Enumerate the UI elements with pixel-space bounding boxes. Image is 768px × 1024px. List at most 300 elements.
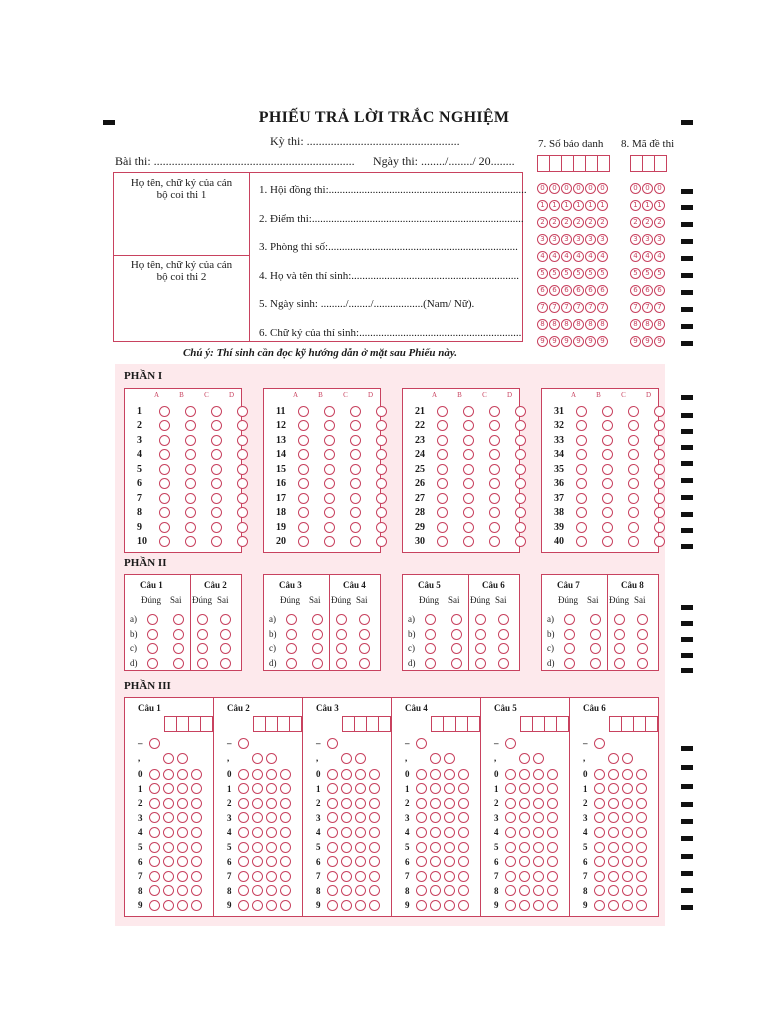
answer-bubble[interactable]: [463, 464, 474, 475]
answer-bubble[interactable]: [350, 493, 361, 504]
digit-bubble[interactable]: 3: [561, 234, 572, 245]
answer-bubble[interactable]: [444, 783, 455, 794]
answer-bubble[interactable]: [350, 435, 361, 446]
digit-bubble[interactable]: 8: [537, 319, 548, 330]
info-line[interactable]: 6. Chữ ký của thí sinh:...........................................................: [259, 326, 522, 339]
answer-bubble[interactable]: [437, 536, 448, 547]
answer-bubble[interactable]: [350, 464, 361, 475]
answer-bubble[interactable]: [324, 522, 335, 533]
answer-bubble[interactable]: [614, 614, 625, 625]
answer-bubble[interactable]: [298, 449, 309, 460]
digit-bubble[interactable]: 4: [573, 251, 584, 262]
answer-bubble[interactable]: [430, 885, 441, 896]
info-line[interactable]: 3. Phòng thi số:.....................................................................: [259, 241, 518, 253]
answer-bubble[interactable]: [628, 507, 639, 518]
answer-bubble[interactable]: [324, 464, 335, 475]
answer-bubble[interactable]: [298, 464, 309, 475]
answer-bubble[interactable]: [590, 643, 601, 654]
answer-bubble[interactable]: [614, 629, 625, 640]
answer-bubble[interactable]: [327, 827, 338, 838]
answer-bubble[interactable]: [602, 449, 613, 460]
answer-bubble[interactable]: [547, 827, 558, 838]
answer-bubble[interactable]: [515, 478, 526, 489]
answer-bubble[interactable]: [266, 871, 277, 882]
answer-bubble[interactable]: [576, 536, 587, 547]
answer-bubble[interactable]: [177, 798, 188, 809]
answer-bubble[interactable]: [458, 885, 469, 896]
answer-bubble[interactable]: [636, 842, 647, 853]
answer-bubble[interactable]: [533, 885, 544, 896]
digit-bubble[interactable]: 2: [654, 217, 665, 228]
answer-bubble[interactable]: [463, 536, 474, 547]
answer-bubble[interactable]: [324, 478, 335, 489]
answer-bubble[interactable]: [191, 856, 202, 867]
answer-bubble[interactable]: [298, 493, 309, 504]
digit-bubble[interactable]: 1: [642, 200, 653, 211]
answer-bubble[interactable]: [159, 449, 170, 460]
answer-bubble[interactable]: [489, 507, 500, 518]
info-line[interactable]: 5. Ngày sinh: ........./......../..................(Nam/ Nữ).: [259, 298, 475, 310]
answer-bubble[interactable]: [327, 798, 338, 809]
digit-bubble[interactable]: 8: [585, 319, 596, 330]
answer-bubble[interactable]: [564, 643, 575, 654]
answer-bubble[interactable]: [437, 420, 448, 431]
answer-bubble[interactable]: [547, 769, 558, 780]
answer-bubble[interactable]: [237, 522, 248, 533]
answer-bubble[interactable]: [280, 812, 291, 823]
answer-bubble[interactable]: [341, 812, 352, 823]
answer-bubble[interactable]: [594, 738, 605, 749]
answer-bubble[interactable]: [376, 507, 387, 518]
answer-bubble[interactable]: [286, 629, 297, 640]
answer-bubble[interactable]: [451, 658, 462, 669]
answer-bubble[interactable]: [437, 435, 448, 446]
answer-bubble[interactable]: [369, 842, 380, 853]
answer-bubble[interactable]: [163, 783, 174, 794]
answer-bubble[interactable]: [369, 885, 380, 896]
answer-bubble[interactable]: [355, 798, 366, 809]
answer-bubble[interactable]: [355, 871, 366, 882]
answer-bubble[interactable]: [191, 812, 202, 823]
digit-bubble[interactable]: 3: [549, 234, 560, 245]
answer-bubble[interactable]: [505, 856, 516, 867]
answer-bubble[interactable]: [602, 507, 613, 518]
answer-bubble[interactable]: [519, 900, 530, 911]
answer-bubble[interactable]: [312, 614, 323, 625]
part3-entry-boxes[interactable]: [164, 716, 212, 732]
answer-bubble[interactable]: [654, 507, 665, 518]
sbd-entry-boxes[interactable]: [537, 155, 609, 172]
answer-bubble[interactable]: [147, 658, 158, 669]
answer-bubble[interactable]: [163, 798, 174, 809]
answer-bubble[interactable]: [252, 871, 263, 882]
answer-bubble[interactable]: [173, 629, 184, 640]
answer-bubble[interactable]: [533, 827, 544, 838]
digit-bubble[interactable]: 8: [549, 319, 560, 330]
answer-bubble[interactable]: [444, 769, 455, 780]
digit-bubble[interactable]: 6: [630, 285, 641, 296]
answer-bubble[interactable]: [149, 738, 160, 749]
answer-bubble[interactable]: [576, 464, 587, 475]
answer-bubble[interactable]: [149, 769, 160, 780]
digit-bubble[interactable]: 5: [561, 268, 572, 279]
digit-bubble[interactable]: 7: [597, 302, 608, 313]
answer-bubble[interactable]: [519, 827, 530, 838]
answer-bubble[interactable]: [458, 871, 469, 882]
answer-bubble[interactable]: [376, 464, 387, 475]
answer-bubble[interactable]: [252, 856, 263, 867]
answer-bubble[interactable]: [425, 614, 436, 625]
answer-bubble[interactable]: [515, 464, 526, 475]
answer-bubble[interactable]: [594, 842, 605, 853]
answer-bubble[interactable]: [533, 783, 544, 794]
answer-bubble[interactable]: [252, 812, 263, 823]
answer-bubble[interactable]: [159, 536, 170, 547]
answer-bubble[interactable]: [463, 406, 474, 417]
digit-bubble[interactable]: 9: [654, 336, 665, 347]
digit-bubble[interactable]: 3: [573, 234, 584, 245]
digit-bubble[interactable]: 5: [642, 268, 653, 279]
answer-bubble[interactable]: [505, 812, 516, 823]
digit-bubble[interactable]: 4: [642, 251, 653, 262]
answer-bubble[interactable]: [185, 507, 196, 518]
answer-bubble[interactable]: [324, 435, 335, 446]
answer-bubble[interactable]: [622, 871, 633, 882]
answer-bubble[interactable]: [614, 658, 625, 669]
answer-bubble[interactable]: [608, 812, 619, 823]
answer-bubble[interactable]: [622, 842, 633, 853]
answer-bubble[interactable]: [355, 827, 366, 838]
answer-bubble[interactable]: [238, 856, 249, 867]
digit-bubble[interactable]: 5: [585, 268, 596, 279]
answer-bubble[interactable]: [515, 522, 526, 533]
answer-bubble[interactable]: [416, 871, 427, 882]
answer-bubble[interactable]: [191, 871, 202, 882]
digit-bubble[interactable]: 2: [561, 217, 572, 228]
digit-bubble[interactable]: 3: [585, 234, 596, 245]
digit-bubble[interactable]: 2: [573, 217, 584, 228]
answer-bubble[interactable]: [177, 842, 188, 853]
answer-bubble[interactable]: [355, 856, 366, 867]
answer-bubble[interactable]: [185, 464, 196, 475]
digit-bubble[interactable]: 4: [597, 251, 608, 262]
answer-bubble[interactable]: [266, 783, 277, 794]
answer-bubble[interactable]: [359, 643, 370, 654]
answer-bubble[interactable]: [238, 842, 249, 853]
answer-bubble[interactable]: [191, 798, 202, 809]
answer-bubble[interactable]: [654, 522, 665, 533]
answer-bubble[interactable]: [298, 420, 309, 431]
answer-bubble[interactable]: [376, 406, 387, 417]
answer-bubble[interactable]: [341, 842, 352, 853]
digit-bubble[interactable]: 6: [537, 285, 548, 296]
answer-bubble[interactable]: [590, 614, 601, 625]
answer-bubble[interactable]: [211, 406, 222, 417]
answer-bubble[interactable]: [637, 643, 648, 654]
answer-bubble[interactable]: [185, 420, 196, 431]
answer-bubble[interactable]: [252, 900, 263, 911]
answer-bubble[interactable]: [252, 885, 263, 896]
digit-bubble[interactable]: 2: [537, 217, 548, 228]
answer-bubble[interactable]: [238, 738, 249, 749]
answer-bubble[interactable]: [266, 812, 277, 823]
answer-bubble[interactable]: [191, 900, 202, 911]
answer-bubble[interactable]: [163, 871, 174, 882]
answer-bubble[interactable]: [336, 643, 347, 654]
answer-bubble[interactable]: [211, 464, 222, 475]
answer-bubble[interactable]: [298, 435, 309, 446]
answer-bubble[interactable]: [564, 629, 575, 640]
answer-bubble[interactable]: [430, 842, 441, 853]
answer-bubble[interactable]: [252, 783, 263, 794]
answer-bubble[interactable]: [177, 885, 188, 896]
answer-bubble[interactable]: [458, 842, 469, 853]
answer-bubble[interactable]: [163, 900, 174, 911]
answer-bubble[interactable]: [159, 493, 170, 504]
answer-bubble[interactable]: [547, 842, 558, 853]
answer-bubble[interactable]: [515, 536, 526, 547]
answer-bubble[interactable]: [359, 658, 370, 669]
answer-bubble[interactable]: [359, 614, 370, 625]
answer-bubble[interactable]: [608, 753, 619, 764]
answer-bubble[interactable]: [147, 643, 158, 654]
digit-bubble[interactable]: 1: [630, 200, 641, 211]
answer-bubble[interactable]: [177, 753, 188, 764]
answer-bubble[interactable]: [177, 812, 188, 823]
answer-bubble[interactable]: [594, 769, 605, 780]
answer-bubble[interactable]: [185, 406, 196, 417]
answer-bubble[interactable]: [280, 769, 291, 780]
answer-bubble[interactable]: [359, 629, 370, 640]
digit-bubble[interactable]: 4: [549, 251, 560, 262]
answer-bubble[interactable]: [312, 629, 323, 640]
answer-bubble[interactable]: [547, 783, 558, 794]
answer-bubble[interactable]: [594, 812, 605, 823]
answer-bubble[interactable]: [376, 449, 387, 460]
answer-bubble[interactable]: [266, 827, 277, 838]
answer-bubble[interactable]: [654, 406, 665, 417]
answer-bubble[interactable]: [576, 435, 587, 446]
answer-bubble[interactable]: [416, 842, 427, 853]
digit-bubble[interactable]: 7: [549, 302, 560, 313]
digit-bubble[interactable]: 7: [630, 302, 641, 313]
answer-bubble[interactable]: [177, 827, 188, 838]
answer-bubble[interactable]: [533, 798, 544, 809]
digit-bubble[interactable]: 5: [573, 268, 584, 279]
answer-bubble[interactable]: [437, 449, 448, 460]
digit-bubble[interactable]: 4: [585, 251, 596, 262]
answer-bubble[interactable]: [336, 658, 347, 669]
answer-bubble[interactable]: [515, 406, 526, 417]
answer-bubble[interactable]: [564, 614, 575, 625]
answer-bubble[interactable]: [341, 827, 352, 838]
answer-bubble[interactable]: [324, 507, 335, 518]
answer-bubble[interactable]: [425, 629, 436, 640]
answer-bubble[interactable]: [547, 900, 558, 911]
answer-bubble[interactable]: [280, 885, 291, 896]
answer-bubble[interactable]: [547, 856, 558, 867]
answer-bubble[interactable]: [237, 507, 248, 518]
answer-bubble[interactable]: [197, 658, 208, 669]
answer-bubble[interactable]: [636, 769, 647, 780]
answer-bubble[interactable]: [576, 522, 587, 533]
digit-bubble[interactable]: 2: [585, 217, 596, 228]
answer-bubble[interactable]: [211, 435, 222, 446]
answer-bubble[interactable]: [280, 783, 291, 794]
answer-bubble[interactable]: [147, 629, 158, 640]
answer-bubble[interactable]: [173, 643, 184, 654]
answer-bubble[interactable]: [324, 420, 335, 431]
answer-bubble[interactable]: [159, 464, 170, 475]
answer-bubble[interactable]: [608, 900, 619, 911]
answer-bubble[interactable]: [149, 842, 160, 853]
answer-bubble[interactable]: [416, 769, 427, 780]
answer-bubble[interactable]: [458, 827, 469, 838]
answer-bubble[interactable]: [602, 522, 613, 533]
digit-bubble[interactable]: 5: [630, 268, 641, 279]
answer-bubble[interactable]: [266, 753, 277, 764]
answer-bubble[interactable]: [515, 449, 526, 460]
answer-bubble[interactable]: [237, 464, 248, 475]
answer-bubble[interactable]: [149, 900, 160, 911]
answer-bubble[interactable]: [458, 856, 469, 867]
answer-bubble[interactable]: [312, 658, 323, 669]
answer-bubble[interactable]: [637, 629, 648, 640]
answer-bubble[interactable]: [341, 871, 352, 882]
answer-bubble[interactable]: [369, 798, 380, 809]
answer-bubble[interactable]: [376, 536, 387, 547]
answer-bubble[interactable]: [159, 406, 170, 417]
answer-bubble[interactable]: [173, 658, 184, 669]
digit-bubble[interactable]: 6: [549, 285, 560, 296]
answer-bubble[interactable]: [324, 406, 335, 417]
digit-bubble[interactable]: 9: [597, 336, 608, 347]
answer-bubble[interactable]: [519, 885, 530, 896]
answer-bubble[interactable]: [519, 769, 530, 780]
answer-bubble[interactable]: [159, 522, 170, 533]
digit-bubble[interactable]: 8: [654, 319, 665, 330]
answer-bubble[interactable]: [237, 536, 248, 547]
answer-bubble[interactable]: [622, 827, 633, 838]
part3-entry-boxes[interactable]: [609, 716, 657, 732]
answer-bubble[interactable]: [266, 769, 277, 780]
answer-bubble[interactable]: [163, 769, 174, 780]
answer-bubble[interactable]: [498, 658, 509, 669]
answer-bubble[interactable]: [430, 812, 441, 823]
answer-bubble[interactable]: [458, 900, 469, 911]
digit-bubble[interactable]: 1: [573, 200, 584, 211]
answer-bubble[interactable]: [430, 856, 441, 867]
answer-bubble[interactable]: [341, 783, 352, 794]
answer-bubble[interactable]: [280, 900, 291, 911]
answer-bubble[interactable]: [327, 769, 338, 780]
answer-bubble[interactable]: [489, 464, 500, 475]
info-line[interactable]: 1. Hội đồng thi:........................................................................: [259, 184, 527, 196]
answer-bubble[interactable]: [463, 478, 474, 489]
answer-bubble[interactable]: [369, 812, 380, 823]
digit-bubble[interactable]: 7: [573, 302, 584, 313]
digit-bubble[interactable]: 0: [537, 183, 548, 194]
answer-bubble[interactable]: [177, 769, 188, 780]
answer-bubble[interactable]: [628, 493, 639, 504]
answer-bubble[interactable]: [576, 406, 587, 417]
digit-bubble[interactable]: 8: [573, 319, 584, 330]
answer-bubble[interactable]: [451, 614, 462, 625]
answer-bubble[interactable]: [622, 812, 633, 823]
answer-bubble[interactable]: [237, 406, 248, 417]
answer-bubble[interactable]: [430, 769, 441, 780]
digit-bubble[interactable]: 9: [561, 336, 572, 347]
answer-bubble[interactable]: [505, 769, 516, 780]
answer-bubble[interactable]: [654, 493, 665, 504]
answer-bubble[interactable]: [489, 420, 500, 431]
answer-bubble[interactable]: [416, 885, 427, 896]
answer-bubble[interactable]: [458, 812, 469, 823]
digit-bubble[interactable]: 1: [561, 200, 572, 211]
part3-entry-boxes[interactable]: [253, 716, 301, 732]
answer-bubble[interactable]: [505, 738, 516, 749]
answer-bubble[interactable]: [191, 783, 202, 794]
answer-bubble[interactable]: [628, 522, 639, 533]
answer-bubble[interactable]: [608, 885, 619, 896]
digit-bubble[interactable]: 9: [573, 336, 584, 347]
answer-bubble[interactable]: [149, 827, 160, 838]
part3-entry-boxes[interactable]: [431, 716, 479, 732]
answer-bubble[interactable]: [159, 420, 170, 431]
answer-bubble[interactable]: [327, 738, 338, 749]
answer-bubble[interactable]: [238, 769, 249, 780]
answer-bubble[interactable]: [622, 769, 633, 780]
part3-entry-boxes[interactable]: [342, 716, 390, 732]
answer-bubble[interactable]: [505, 871, 516, 882]
answer-bubble[interactable]: [376, 420, 387, 431]
answer-bubble[interactable]: [602, 478, 613, 489]
answer-bubble[interactable]: [220, 629, 231, 640]
answer-bubble[interactable]: [636, 783, 647, 794]
answer-bubble[interactable]: [430, 753, 441, 764]
answer-bubble[interactable]: [149, 885, 160, 896]
answer-bubble[interactable]: [505, 798, 516, 809]
digit-bubble[interactable]: 5: [537, 268, 548, 279]
answer-bubble[interactable]: [149, 856, 160, 867]
answer-bubble[interactable]: [515, 507, 526, 518]
answer-bubble[interactable]: [498, 614, 509, 625]
answer-bubble[interactable]: [430, 871, 441, 882]
answer-bubble[interactable]: [594, 856, 605, 867]
answer-bubble[interactable]: [608, 783, 619, 794]
answer-bubble[interactable]: [185, 536, 196, 547]
answer-bubble[interactable]: [628, 449, 639, 460]
digit-bubble[interactable]: 8: [630, 319, 641, 330]
digit-bubble[interactable]: 6: [585, 285, 596, 296]
answer-bubble[interactable]: [237, 478, 248, 489]
answer-bubble[interactable]: [327, 885, 338, 896]
answer-bubble[interactable]: [238, 885, 249, 896]
digit-bubble[interactable]: 0: [585, 183, 596, 194]
answer-bubble[interactable]: [149, 812, 160, 823]
answer-bubble[interactable]: [416, 798, 427, 809]
answer-bubble[interactable]: [376, 522, 387, 533]
answer-bubble[interactable]: [576, 478, 587, 489]
digit-bubble[interactable]: 8: [561, 319, 572, 330]
digit-bubble[interactable]: 8: [597, 319, 608, 330]
answer-bubble[interactable]: [237, 420, 248, 431]
answer-bubble[interactable]: [220, 614, 231, 625]
answer-bubble[interactable]: [608, 842, 619, 853]
answer-bubble[interactable]: [505, 900, 516, 911]
answer-bubble[interactable]: [237, 435, 248, 446]
answer-bubble[interactable]: [286, 658, 297, 669]
